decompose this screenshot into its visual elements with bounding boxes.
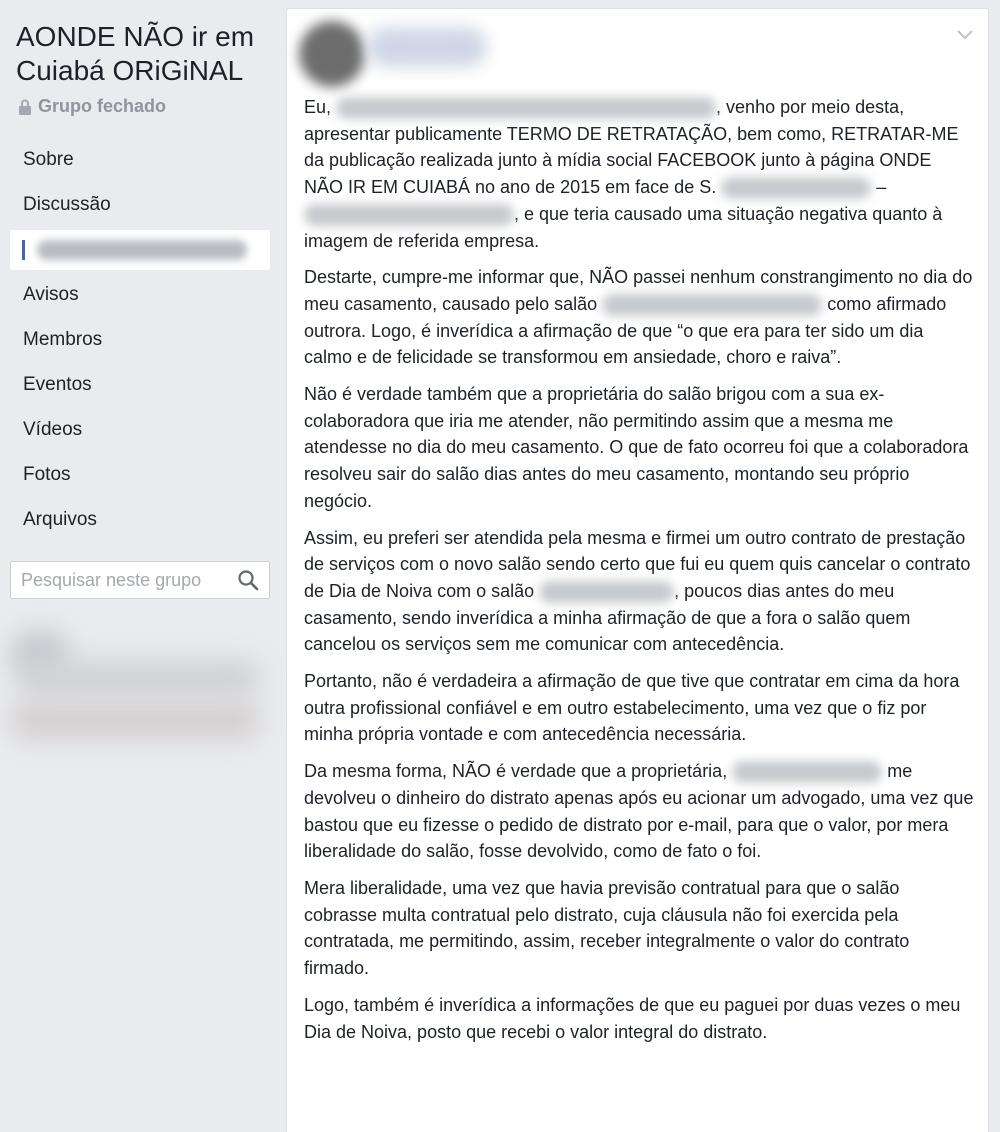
nav-item-redacted[interactable] (10, 230, 270, 270)
post-text: Destarte, cumpre-me informar que, NÃO passei nenhum constrangimento no dia do meu casamento, causado pelo salão (304, 267, 973, 314)
nav-item-arquivos[interactable] (10, 500, 270, 540)
group-search (10, 561, 270, 599)
post-paragraph (304, 264, 974, 371)
post-text: , venho por meio desta, apresentar publicamente TERMO DE RETRATAÇÃO, bem como, RETRATAR-ME da publicação realizada junto à mídia social FACEBOOK junto à página ONDE NÃO IR EM CUIABÁ no ano de 2015 em face de S. (304, 97, 959, 198)
nav-item-membros[interactable] (10, 320, 270, 360)
group-privacy-label (18, 96, 166, 117)
post-paragraph (304, 94, 974, 254)
nav-item-fotos[interactable] (10, 455, 270, 495)
post-paragraph: Não é verdade também que a proprietária do salão brigou com a sua ex-colaboradora que iria me atender, não permitindo assim que a mesma me atendesse no dia do meu casamento. O que de fato ocorreu foi que a colaboradora resolveu sair do salão dias antes do meu casamento, montando seu próprio negócio. (304, 384, 969, 511)
nav-item-label: Avisos (23, 284, 79, 305)
nav-item-eventos[interactable] (10, 365, 270, 405)
redacted-text (721, 177, 871, 199)
post-text: Da mesma forma, NÃO é verdade que a proprietária, (304, 761, 728, 782)
avatar[interactable] (299, 21, 365, 87)
group-sidebar (0, 0, 284, 1132)
nav-item-discussao[interactable] (10, 185, 270, 225)
post-text: Eu, (304, 97, 332, 117)
redacted-blob (10, 700, 260, 740)
group-title[interactable]: AONDE NÃO ir em Cuiabá ORiGiNAL (16, 21, 255, 86)
redacted-text (336, 97, 716, 119)
redacted-text (539, 581, 674, 603)
author-name-redacted[interactable] (367, 27, 487, 67)
chevron-down-icon[interactable] (956, 29, 974, 41)
redacted-blob (20, 660, 260, 696)
post-paragraph (304, 758, 974, 865)
post-paragraph (304, 525, 974, 659)
post-text: – (876, 177, 887, 198)
post-paragraph: Logo, também é inverídica a informações de que eu paguei por duas vezes o meu Dia de Noiva, posto que recebi o valor integral do distrato. (304, 994, 961, 1042)
post-text: me devolveu o dinheiro do distrato apenas após eu acionar um advogado, uma vez que bastou que eu fizesse o pedido de distrato por e-mail, para que o valor, por mera liberalidade do salão, fosse devolvido, como de fato o foi. (304, 761, 974, 862)
nav-item-label: Fotos (23, 464, 71, 485)
search-input[interactable] (21, 570, 237, 591)
privacy-text: Grupo fechado (38, 96, 167, 116)
nav-item-label: Vídeos (23, 419, 83, 440)
nav-item-label: Sobre (23, 149, 74, 170)
search-icon[interactable] (237, 569, 259, 591)
post-text: , poucos dias antes do meu casamento, sendo inverídica a minha afirmação de que a fora o salão quem cancelou os serviços sem me comunicar com antecedência. (304, 580, 911, 655)
nav-item-avisos[interactable] (10, 275, 270, 315)
redacted-label (37, 240, 247, 260)
post-paragraph: Portanto, não é verdadeira a afirmação de que tive que contratar em cima da hora outra profissional confiável e em outro estabelecimento, uma vez que o fiz por minha própria vontade e com antecedência necessária. (304, 671, 960, 745)
post-text: , e que teria causado uma situação negativa quanto à imagem de referida empresa. (304, 203, 943, 251)
nav-item-label: Arquivos (23, 509, 97, 530)
nav-item-label: Membros (23, 329, 103, 350)
nav-item-label: Eventos (23, 374, 92, 395)
post-card (286, 8, 989, 1132)
nav-item-label: Discussão (23, 194, 111, 215)
post-body (304, 94, 974, 1055)
nav-item-videos[interactable] (10, 410, 270, 450)
post-text: Assim, eu preferi ser atendida pela mesma e firmei um outro contrato de prestação de serviços com o novo salão sendo certo que fui eu quem quis cancelar o contrato de Dia de Noiva com o salão (304, 527, 971, 601)
nav-item-sobre[interactable] (10, 140, 270, 180)
redacted-text (304, 204, 514, 226)
redacted-text (732, 761, 882, 783)
redacted-text (602, 294, 822, 316)
post-text: como afirmado outrora. Logo, é inverídica a afirmação de que “o que era para ter sido um dia calmo e de felicidade se transformou em ansiedade, choro e raiva”. (304, 293, 947, 368)
post-paragraph: Mera liberalidade, uma vez que havia previsão contratual para que o salão cobrasse multa contratual pelo distrato, cuja cláusula não foi exercida pela contratada, me permitindo, assim, receber integralmente o valor do contrato firmado. (304, 877, 910, 979)
lock-icon (18, 99, 32, 115)
group-nav (10, 140, 270, 545)
